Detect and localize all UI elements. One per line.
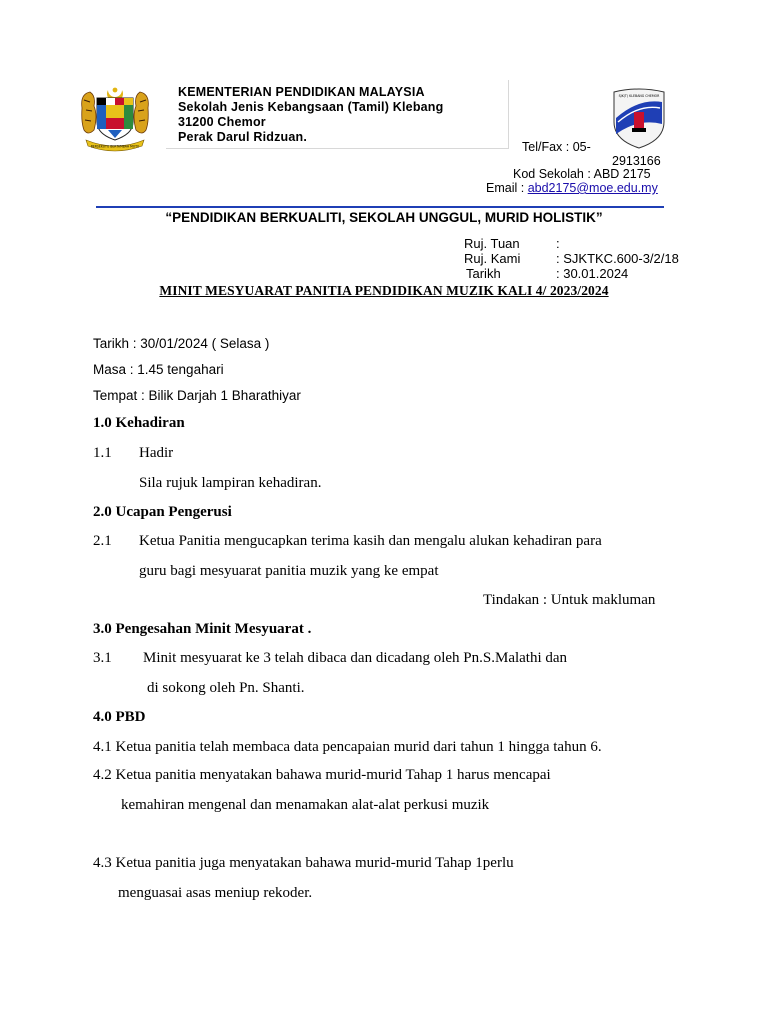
- header-divider: [96, 206, 664, 208]
- ref-value-ruj-kami: : SJKTKC.600-3/2/18: [556, 251, 679, 266]
- ref-label-tarikh: Tarikh: [466, 266, 501, 281]
- ref-value-ruj-tuan: :: [556, 236, 560, 251]
- ref-value-tarikh: : 30.01.2024: [556, 266, 629, 281]
- item-1-1-number: 1.1: [93, 445, 112, 461]
- email-link[interactable]: abd2175@moe.edu.my: [527, 181, 658, 195]
- email-line: [486, 181, 658, 195]
- item-3-1-line-1: Minit mesyuarat ke 3 telah dibaca dan dicadang oleh Pn.S.Malathi dan: [143, 650, 568, 666]
- section-4-heading: 4.0 PBD: [93, 709, 146, 725]
- school-name: Sekolah Jenis Kebangsaan (Tamil) Klebang: [178, 100, 444, 114]
- item-2-1-action: Tindakan : Untuk makluman: [483, 592, 656, 608]
- school-state: Perak Darul Ridzuan.: [178, 130, 308, 144]
- item-4-3-line-2: menguasai asas meniup rekoder.: [118, 885, 313, 901]
- telfax-number: 2913166: [612, 154, 661, 168]
- item-2-1-line-2: guru bagi mesyuarat panitia muzik yang ke empat: [139, 563, 439, 579]
- item-1-1-title: Hadir: [139, 445, 174, 461]
- section-3-heading: 3.0 Pengesahan Minit Mesyuarat .: [93, 621, 312, 637]
- item-4-3-line-1: 4.3 Ketua panitia juga menyatakan bahawa murid-murid Tahap 1perlu: [93, 855, 514, 871]
- item-4-1: 4.1 Ketua panitia telah membaca data pencapaian murid dari tahun 1 hingga tahun 6.: [93, 739, 602, 755]
- ref-label-ruj-tuan: Ruj. Tuan: [464, 236, 520, 251]
- school-postcode-city: 31200 Chemor: [178, 115, 266, 129]
- item-3-1-number: 3.1: [93, 650, 112, 666]
- item-4-2-line-2: kemahiran mengenal dan menamakan alat-alat perkusi muzik: [121, 797, 490, 813]
- telfax-label: Tel/Fax : 05-: [522, 140, 591, 154]
- document-title: MINIT MESYUARAT PANITIA PENDIDIKAN MUZIK KALI 4/ 2023/2024: [159, 283, 609, 298]
- item-2-1-number: 2.1: [93, 533, 112, 549]
- meeting-venue: Tempat : Bilik Darjah 1 Bharathiyar: [93, 388, 301, 403]
- crest-motto: BERSEKUTU BERTAMBAH MUTU: [90, 144, 140, 149]
- section-2-heading: 2.0 Ucapan Pengerusi: [93, 504, 232, 520]
- school-motto: “PENDIDIKAN BERKUALITI, SEKOLAH UNGGUL, MURID HOLISTIK”: [165, 210, 603, 225]
- item-3-1-line-2: di sokong oleh Pn. Shanti.: [147, 680, 305, 696]
- item-4-2-line-1: 4.2 Ketua panitia menyatakan bahawa murid-murid Tahap 1 harus mencapai: [93, 767, 551, 783]
- item-1-1-text: Sila rujuk lampiran kehadiran.: [139, 475, 322, 491]
- meeting-time: Masa : 1.45 tengahari: [93, 362, 224, 377]
- school-crest-icon: [608, 88, 670, 150]
- ref-label-ruj-kami: Ruj. Kami: [464, 251, 521, 266]
- meeting-date: Tarikh : 30/01/2024 ( Selasa ): [93, 336, 270, 351]
- school-logo-text: SJK(T) KLEBANG CHEMOR: [618, 94, 660, 98]
- school-code: Kod Sekolah : ABD 2175: [513, 167, 651, 181]
- malaysia-coat-of-arms-icon: [78, 86, 152, 152]
- item-2-1-line-1: Ketua Panitia mengucapkan terima kasih dan mengalu alukan kehadiran para: [139, 533, 602, 549]
- ministry-name: KEMENTERIAN PENDIDIKAN MALAYSIA: [178, 85, 425, 99]
- email-label: Email :: [486, 181, 528, 195]
- section-1-heading: 1.0 Kehadiran: [93, 415, 185, 431]
